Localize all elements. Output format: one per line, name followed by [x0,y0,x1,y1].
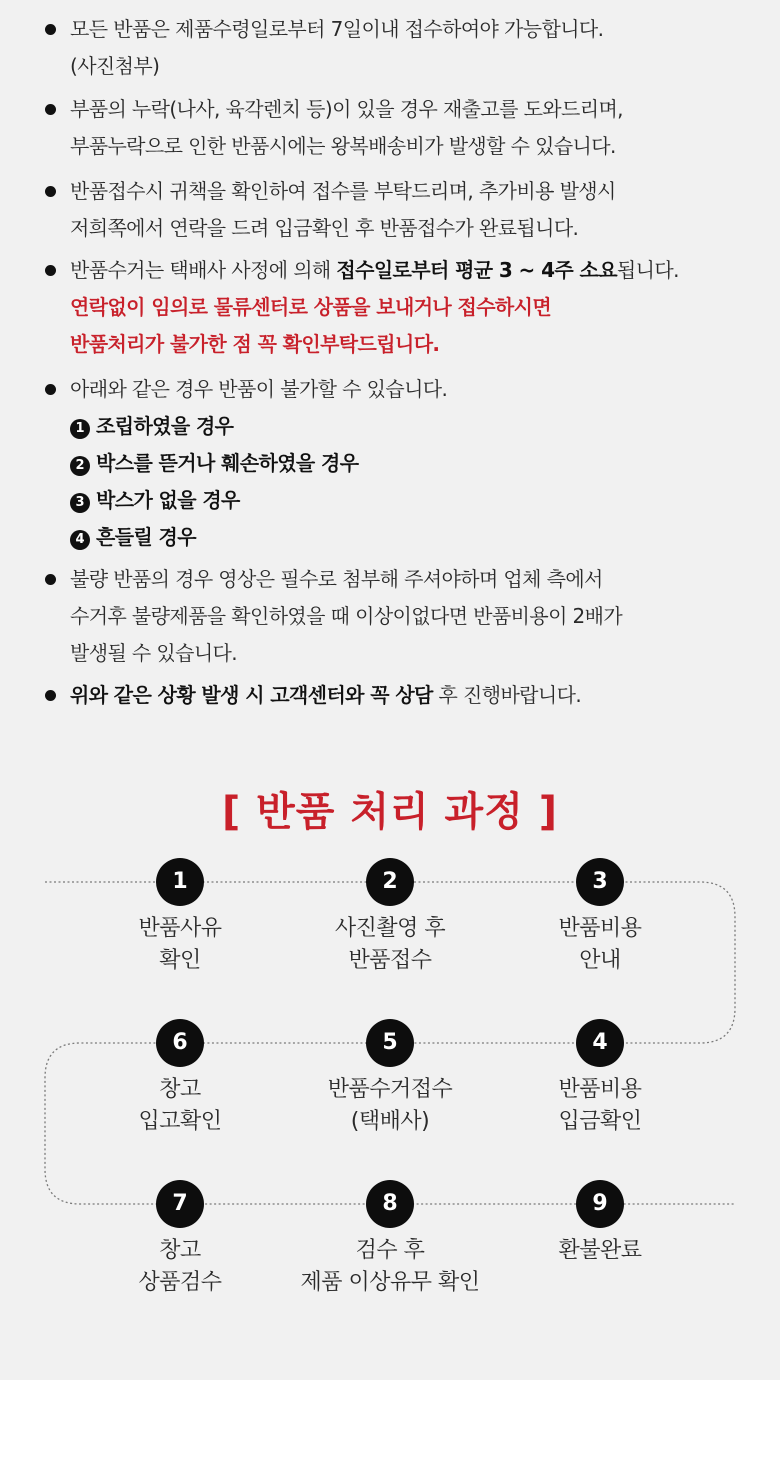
notice-text: 반품접수시 귀책을 확인하여 접수를 부탁드리며, 추가비용 발생시 [70,179,616,203]
step-label-line: 확인 [159,948,201,973]
step-label [280,913,500,977]
step-number-badge: 5 [366,1019,414,1067]
emphasis-text: 접수일로부터 평균 3 ~ 4주 소요 [336,258,617,282]
numbered-circle-icon: 1 [70,419,90,439]
numbered-circle-icon: 3 [70,493,90,513]
step-label-line: 반품비용 [558,916,642,941]
emphasis-text: 위와 같은 상황 발생 시 고객센터와 꼭 상담 [70,683,433,707]
step-label [70,913,290,977]
notice-text: 부품의 누락(나사, 육각렌치 등)이 있을 경우 재출고를 도와드리며, [70,97,623,121]
step-label-line: 상품검수 [138,1270,222,1295]
notice-text: 후 진행바랍니다. [432,683,582,707]
step-number-badge: 9 [576,1180,624,1228]
step-label [70,1235,290,1299]
step-label [490,1074,710,1138]
warning-text: 반품처리가 불가한 점 꼭 확인부탁드립니다. [70,332,440,356]
step-label-line: 반품사유 [138,916,222,941]
emphasis-text: 조립하였을 경우 [96,414,234,438]
step-number-badge: 6 [156,1019,204,1067]
step-label [490,1235,710,1267]
notice-text: (사진첨부) [70,54,160,78]
notice-text: 됩니다. [616,258,679,282]
step-number-badge: 4 [576,1019,624,1067]
step-label [280,1235,500,1299]
step-label-line: 환불완료 [558,1238,642,1263]
notice-text: 모든 반품은 제품수령일로부터 7일이내 접수하여야 가능합니다. [70,17,604,41]
emphasis-text: 박스를 뜯거나 훼손하였을 경우 [96,451,359,475]
notice-text: 불량 반품의 경우 영상은 필수로 첨부해 주셔야하며 업체 측에서 [70,567,603,591]
notice-text: 아래와 같은 경우 반품이 불가할 수 있습니다. [70,377,448,401]
step-label-line: 입금확인 [558,1109,642,1134]
step-label-line: 입고확인 [138,1109,222,1134]
step-label [490,913,710,977]
warning-text: 연락없이 임의로 물류센터로 상품을 보내거나 접수하시면 [70,295,552,319]
step-label-line: 안내 [579,948,621,973]
step-label-line: 반품접수 [348,948,432,973]
step-label-line: 반품비용 [558,1077,642,1102]
step-label-line: 창고 [159,1077,201,1102]
step-label [280,1074,500,1138]
emphasis-text: 박스가 없을 경우 [96,488,240,512]
notice-text: 수거후 불량제품을 확인하였을 때 이상이없다면 반품비용이 2배가 [70,604,623,628]
step-number-badge: 3 [576,858,624,906]
notice-text: 발생될 수 있습니다. [70,641,238,665]
notice-text: 저희쪽에서 연락을 드려 입금확인 후 반품접수가 완료됩니다. [70,216,579,240]
notice-text: 부품누락으로 인한 반품시에는 왕복배송비가 발생할 수 있습니다. [70,134,616,158]
numbered-circle-icon: 2 [70,456,90,476]
process-title: [ 반품 처리 과정 ] [221,789,559,835]
step-label-line: 제품 이상유무 확인 [300,1270,480,1295]
step-label [70,1074,290,1138]
step-number-badge: 8 [366,1180,414,1228]
step-number-badge: 1 [156,858,204,906]
step-label-line: 반품수거접수 [327,1077,453,1102]
emphasis-text: 흔들릴 경우 [96,525,196,549]
step-label-line: 창고 [159,1238,201,1263]
step-label-line: 검수 후 [355,1238,425,1263]
step-number-badge: 7 [156,1180,204,1228]
step-label-line: (택배사) [350,1109,430,1134]
numbered-circle-icon: 4 [70,530,90,550]
notice-text: 반품수거는 택배사 사정에 의해 [70,258,337,282]
step-number-badge: 2 [366,858,414,906]
step-label-line: 사진촬영 후 [334,916,446,941]
